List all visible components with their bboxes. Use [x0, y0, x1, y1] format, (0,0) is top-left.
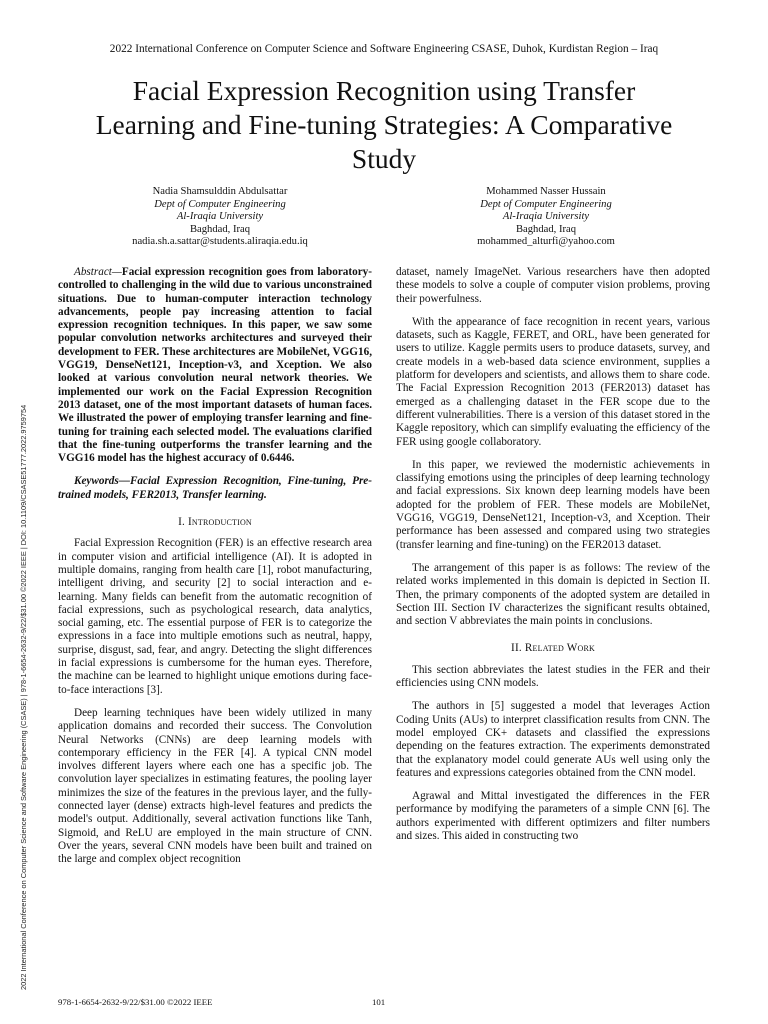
author-name: Mohammed Nasser Hussain	[486, 186, 606, 197]
keywords-text: Facial Expression Recognition, Fine-tuning, Pre-trained models, FER2013, Transfer learning.	[58, 475, 372, 501]
author-university: Al-Iraqia University	[176, 211, 264, 222]
section-heading-related-work: II. Related Work	[511, 642, 595, 655]
paragraph: The arrangement of this paper is as follows: The review of the related works implemented in this domain is depicted in Section II. Then, the primary components of the adopted system are detailed in Section III. Section IV characterizes the significant results obtained, and section V abbreviates the main points in conclusions.	[396, 561, 710, 628]
keywords	[58, 475, 372, 502]
title-line: Learning and Fine-tuning Strategies: A Comparative	[95, 109, 673, 140]
author-dept: Dept of Computer Engineering	[154, 198, 286, 210]
paragraph: Facial Expression Recognition (FER) is an effective research area in computer vision and artificial intelligence (AI). It is adopted in multiple domains, ranging from health care [1], robot manufacturing, intelligent driving, and security [2] to social interaction and e-learning. Many fields can benefit from the automatic recognition of facial expressions, such as psychological research, data analytics, social gaming, etc. The essential purpose of FER is to categorize the expressions in a face into multiple emotions such as neutral, happy, surprise, disgust, sad, fear, and angry. Detecting the slight differences in facial expressions is cumbersome for the human eyes. Therefore, the machine can be learned to highlight unique emotions during face-to-face interactions [3].	[58, 537, 372, 696]
paragraph: Agrawal and Mittal investigated the differences in the FER performance by modifying the parameters of a simple CNN [6]. The authors experimented with different optimizers and filter numbers and sizes. This aided in constructing two	[396, 790, 710, 842]
author-block-2	[396, 186, 696, 249]
keywords-label: Keywords—	[74, 475, 130, 488]
author-email[interactable]: nadia.sh.a.sattar@students.aliraqia.edu.iq	[132, 236, 308, 247]
page-number: 101	[372, 997, 386, 1007]
abstract	[58, 266, 372, 465]
title-line: Study	[351, 143, 417, 174]
footer-isbn: 978-1-6654-2632-9/22/$31.00 ©2022 IEEE	[58, 997, 213, 1007]
abstract-text: Facial expression recognition goes from laboratory-controlled to challenging in the wild due to various unconstrained situations. Due to human-computer interaction technology advancements, people pay increasing attention to facial expression recognition techniques. In this paper, we saw some popular convolution networks architectures and surveyed their development to FER. These architectures are MobileNet, VGG16, VGG19, DenseNet121, Inception-v3, and Xception. We also looked at various convolution neural network theories. We implemented our work on the Facial Expression Recognition 2013 dataset, one of the most important datasets of human faces. We illustrated the power of employing transfer learning and fine-tuning for training each selected model. The evaluations clarified that the fine-tuning outperforms the transfer learning and the VGG16 model has the highest accuracy of 0.6446.	[58, 266, 372, 465]
conference-header: 2022 International Conference on Computer Science and Software Engineering CSASE, Duhok, Kurdistan Region – Iraq	[109, 43, 659, 55]
paragraph: With the appearance of face recognition in recent years, various datasets, such as Kaggle, FERET, and ORL, have been generated for users to utilize. Kaggle permits users to produce datasets, survey, and create models in a web-based data science environment, supplies a platform for developers and scientists, and allows them to share code. The Facial Expression Recognition 2013 (FER2013) dataset has emerged as a challenging dataset in the FER scope due to the different vulnerabilities. There is a version of this dataset stored in the Kaggle repository, which can simplify evaluating the efficiency of the FER using google collaboratory.	[396, 315, 710, 448]
abstract-label: Abstract—	[74, 266, 122, 278]
paragraph: This section abbreviates the latest studies in the FER and their efficiencies using CNN models.	[396, 663, 710, 690]
author-email[interactable]: mohammed_alturfi@yahoo.com	[477, 236, 615, 247]
author-city: Baghdad, Iraq	[189, 223, 250, 235]
author-dept: Dept of Computer Engineering	[480, 198, 612, 210]
author-block-1	[70, 186, 370, 249]
author-university: Al-Iraqia University	[502, 211, 590, 222]
author-city: Baghdad, Iraq	[515, 223, 576, 235]
left-column	[58, 266, 372, 876]
paper-title	[40, 74, 728, 176]
paragraph: In this paper, we reviewed the modernistic achievements in classifying emotions using the principles of deep learning technology and facial expressions. Six known deep learning models have been adopted for the problem of FER. These models are MobileNet, VGG16, VGG19, DenseNet121, Inception-v3, and Xception. Their performance has been assessed and compared using two strategies (transfer learning and fine-tuning) on the FER2013 dataset.	[396, 458, 710, 551]
paragraph: dataset, namely ImageNet. Various researchers have then adopted these models to solve a couple of computer vision problems, proving their powerfulness.	[396, 266, 710, 305]
section-heading-introduction: I. Introduction	[178, 516, 252, 529]
paragraph: Deep learning techniques have been widely utilized in many application domains and recorded their success. The Convolution Neural Networks (CNNs) are deep learning models with contemporary efficiency in the FER [4]. A typical CNN model involves different layers where each one has a specific job. The convolution layer specializes in estimating features, the pooling layer minimizes the size of the features in the previous layer, and the fully-connected layer (dense) extracts high-level features and predicts the model's output. Additionally, several activation functions like Tanh, Sigmoid, and ReLU are employed in the main structure of CNN. Over the years, several CNN models have been built and trained on the large and complex object recognition	[58, 706, 372, 866]
author-name: Nadia Shamsulddin Abdulsattar	[152, 186, 288, 197]
title-line: Facial Expression Recognition using Transfer	[132, 75, 636, 106]
right-column	[396, 266, 710, 853]
side-identifier: 2022 International Conference on Computer Science and Software Engineering (CSASE) | 978-1-6654-2632-9/22/$31.00 ©2022 IEEE | DOI: 10.1109/CSASE51777.2022.9759754	[19, 404, 28, 990]
paragraph: The authors in [5] suggested a model that leverages Action Coding Units (AUs) to interpret classification results from CNN. The model employed CK+ datasets and classified the expressions depending on the features extraction. The experiments demonstrated that the explanatory model could generate AUs well using only the features and expressions categories obtained from the CNN model.	[396, 700, 710, 779]
